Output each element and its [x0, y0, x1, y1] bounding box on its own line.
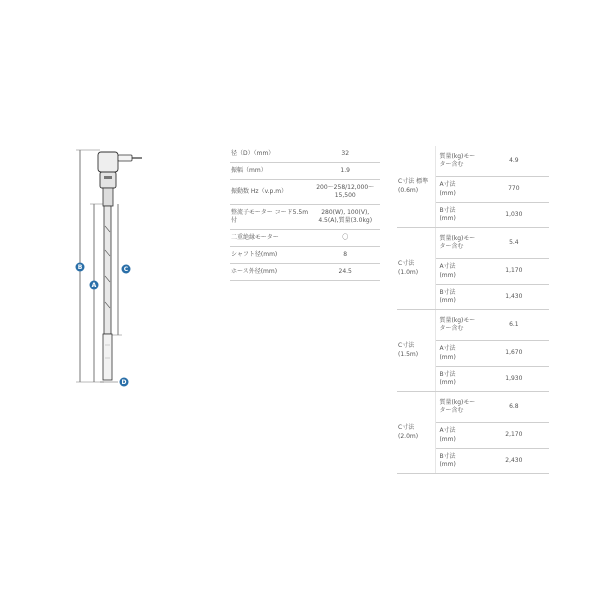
weight-label: 質量(kg)モーター含む	[436, 146, 479, 177]
size-group-label: C寸法 (1.0m)	[397, 228, 436, 310]
spec-key: 整流子モーター コード5.5m付	[230, 205, 310, 230]
svg-text:C: C	[123, 266, 129, 274]
marker-b	[76, 263, 85, 272]
weight-label: 質量(kg)モーター含む	[436, 310, 479, 341]
size-group-label: C寸法 (2.0m)	[397, 392, 436, 474]
spec-key: ホース外径(mm)	[230, 264, 310, 281]
spec-row-double-insulated	[230, 230, 380, 247]
a-value: 1,170	[479, 259, 549, 285]
svg-text:A: A	[91, 282, 97, 290]
weight-value: 5.4	[479, 228, 549, 259]
spec-value: 1.9	[310, 163, 380, 180]
vibrator-head	[103, 334, 112, 380]
vibrator-diagram	[60, 130, 170, 410]
size-group-label: C寸法 (1.5m)	[397, 310, 436, 392]
size-group-label: C寸法 標準 (0.6m)	[397, 146, 436, 228]
a-label: A寸法 (mm)	[436, 259, 479, 285]
size-row-weight	[397, 146, 549, 177]
spec-value: 280(W), 100(V), 4.5(A),質量(3.0kg)	[310, 205, 380, 230]
a-label: A寸法 (mm)	[436, 341, 479, 367]
a-value: 1,670	[479, 341, 549, 367]
hose	[104, 206, 111, 334]
marker-c	[122, 265, 131, 274]
spec-table	[230, 146, 380, 281]
b-label: B寸法 (mm)	[436, 285, 479, 310]
spec-key: 二重絶縁モーター	[230, 230, 310, 247]
spec-row-frequency	[230, 180, 380, 205]
svg-text:D: D	[121, 379, 127, 387]
spec-value: 32	[310, 146, 380, 163]
spec-key: 径（D）（mm）	[230, 146, 310, 163]
spec-value: 8	[310, 247, 380, 264]
spec-key: 振動数 Hz（v.p.m）	[230, 180, 310, 205]
b-value: 1,430	[479, 285, 549, 310]
weight-value: 6.1	[479, 310, 549, 341]
b-label: B寸法 (mm)	[436, 449, 479, 474]
motor-head	[98, 152, 142, 206]
size-row-weight	[397, 228, 549, 259]
weight-value: 4.9	[479, 146, 549, 177]
spec-row-diameter	[230, 146, 380, 163]
spec-row-amplitude	[230, 163, 380, 180]
marker-a	[90, 281, 99, 290]
b-label: B寸法 (mm)	[436, 367, 479, 392]
b-value: 2,430	[479, 449, 549, 474]
spec-key: 振幅（mm）	[230, 163, 310, 180]
spec-value: 200～258/12,000～15,500	[310, 180, 380, 205]
b-label: B寸法 (mm)	[436, 203, 479, 228]
size-table	[397, 146, 549, 474]
weight-label: 質量(kg)モーター含む	[436, 228, 479, 259]
a-value: 770	[479, 177, 549, 203]
spec-row-hose	[230, 264, 380, 281]
a-value: 2,170	[479, 423, 549, 449]
spec-key: シャフト径(mm)	[230, 247, 310, 264]
b-value: 1,930	[479, 367, 549, 392]
weight-value: 6.8	[479, 392, 549, 423]
a-label: A寸法 (mm)	[436, 177, 479, 203]
spec-value: 〇	[310, 230, 380, 247]
spec-row-shaft	[230, 247, 380, 264]
weight-label: 質量(kg)モーター含む	[436, 392, 479, 423]
spec-value: 24.5	[310, 264, 380, 281]
size-row-weight	[397, 310, 549, 341]
svg-text:B: B	[77, 264, 83, 272]
a-label: A寸法 (mm)	[436, 423, 479, 449]
b-value: 1,030	[479, 203, 549, 228]
size-row-weight	[397, 392, 549, 423]
spec-row-motor	[230, 205, 380, 230]
